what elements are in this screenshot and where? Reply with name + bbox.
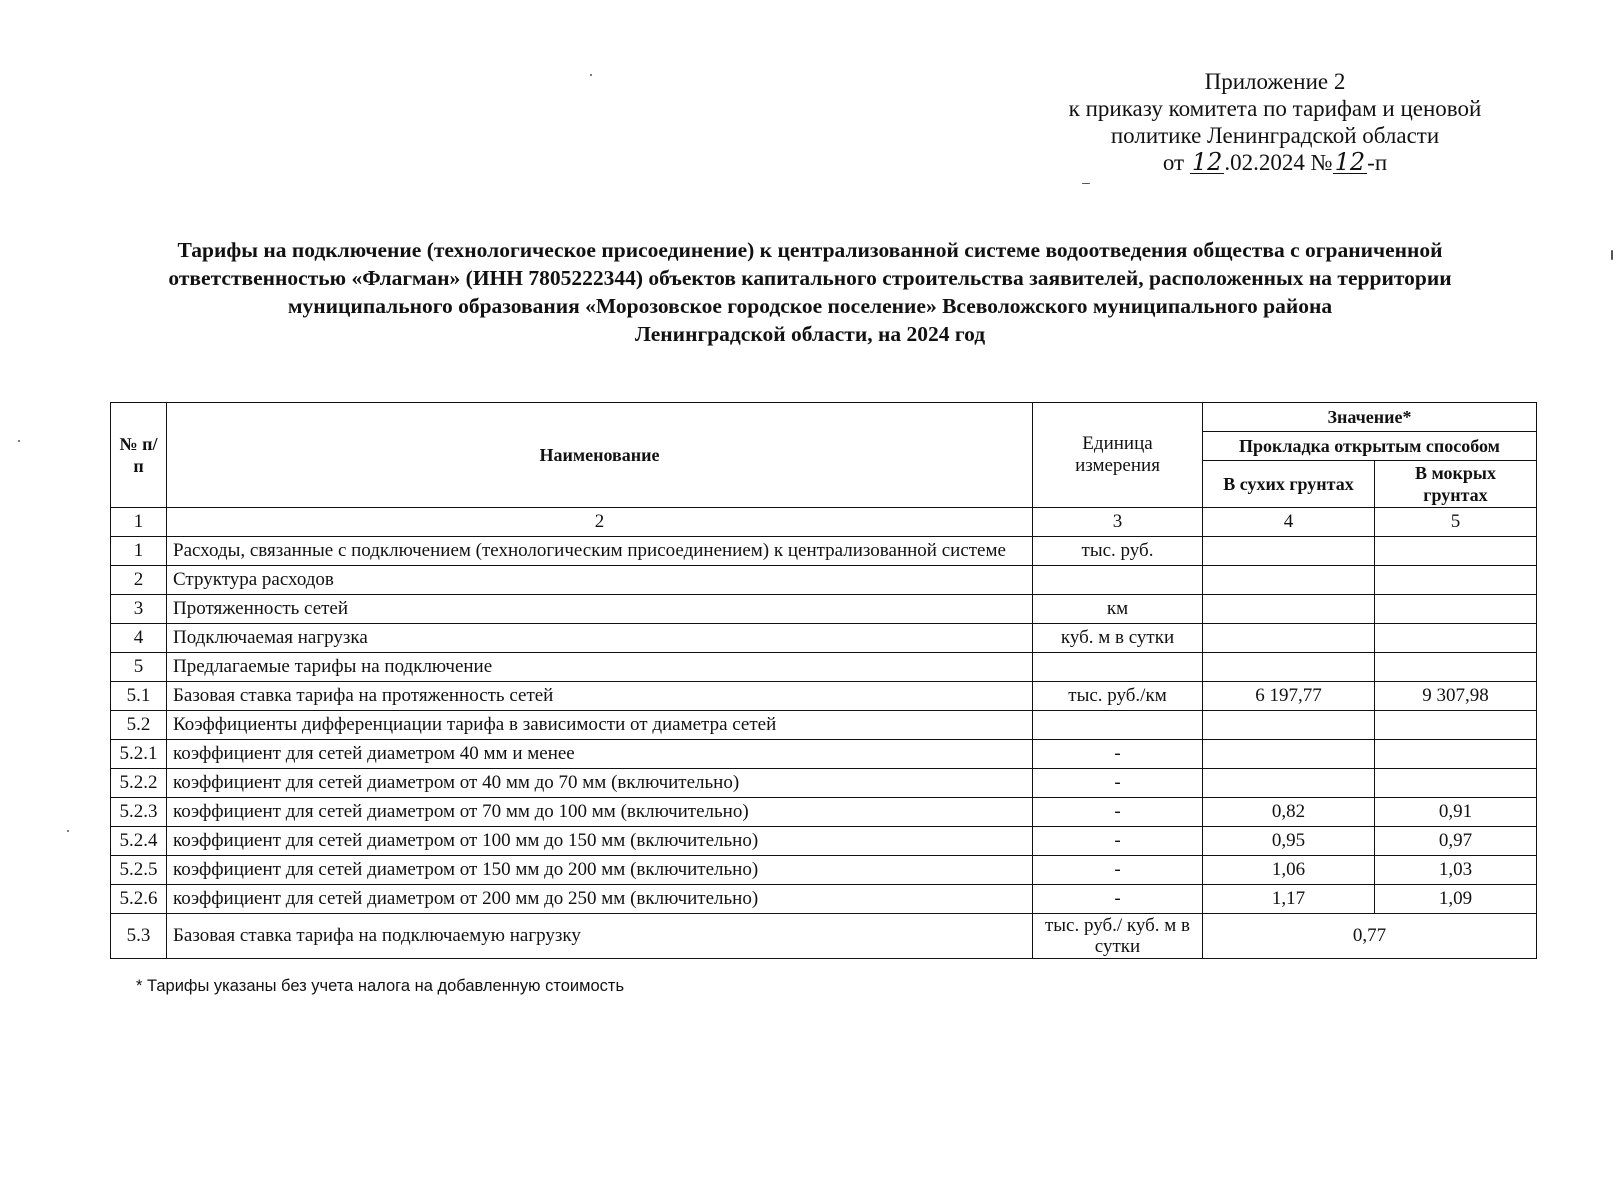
table-row (111, 827, 1537, 856)
row-dry-value: 0,82 (1203, 798, 1375, 827)
row-unit: куб. м в сутки (1033, 624, 1203, 653)
row-name: Расходы, связанные с подключением (технологическим присоединением) к централизованной системе (167, 537, 1033, 566)
col-number: 4 (1203, 508, 1375, 537)
row-num: 5.2.6 (111, 885, 167, 914)
header-name: Наименование (167, 403, 1033, 508)
appendix-order-line: к приказу комитета по тарифам и ценовой (1068, 96, 1482, 121)
row-num: 5.2.5 (111, 856, 167, 885)
row-unit: тыс. руб./км (1033, 682, 1203, 711)
table-row (111, 537, 1537, 566)
col-number: 5 (1375, 508, 1537, 537)
title-line-2: ответственностью «Флагман» (ИНН 7805222344) объектов капитального строительства заявителей, расположенных на территории (168, 266, 1452, 290)
row-name: Структура расходов (167, 566, 1033, 595)
scan-speck (1611, 250, 1613, 260)
row-unit: - (1033, 856, 1203, 885)
table-row (111, 711, 1537, 740)
row-num: 3 (111, 595, 167, 624)
row-dry-value (1203, 711, 1375, 740)
row-merged-value: 0,77 (1203, 914, 1537, 959)
handwritten-number: 12 (1334, 148, 1366, 176)
row-wet-value (1375, 624, 1537, 653)
row-dry-value: 1,17 (1203, 885, 1375, 914)
header-wet: В мокрых грунтах (1375, 461, 1537, 508)
row-unit: - (1033, 740, 1203, 769)
row-dry-value (1203, 769, 1375, 798)
document-title (100, 236, 1520, 348)
row-name: коэффициент для сетей диаметром от 70 мм до 100 мм (включительно) (167, 798, 1033, 827)
row-name: Предлагаемые тарифы на подключение (167, 653, 1033, 682)
date-prefix: от (1162, 150, 1190, 175)
header-num: № п/п (111, 403, 167, 508)
row-num: 5.1 (111, 682, 167, 711)
row-unit: тыс. руб./ куб. м в сутки (1033, 914, 1203, 959)
row-dry-value (1203, 595, 1375, 624)
row-name: коэффициент для сетей диаметром от 150 мм до 200 мм (включительно) (167, 856, 1033, 885)
row-dry-value: 1,06 (1203, 856, 1375, 885)
row-unit: - (1033, 885, 1203, 914)
row-num: 5.3 (111, 914, 167, 959)
table-row (111, 885, 1537, 914)
date-suffix: -п (1367, 150, 1388, 175)
row-dry-value: 6 197,77 (1203, 682, 1375, 711)
row-unit (1033, 566, 1203, 595)
title-line-4: Ленинградской области, на 2024 год (634, 322, 986, 346)
row-wet-value (1375, 740, 1537, 769)
appendix-date-line (1040, 149, 1510, 176)
row-wet-value (1375, 653, 1537, 682)
row-wet-value: 9 307,98 (1375, 682, 1537, 711)
row-wet-value: 1,09 (1375, 885, 1537, 914)
row-wet-value (1375, 595, 1537, 624)
row-dry-value: 0,95 (1203, 827, 1375, 856)
scan-speck (18, 440, 20, 442)
header-unit: Единица измерения (1033, 403, 1203, 508)
row-num: 5.2 (111, 711, 167, 740)
row-name: коэффициент для сетей диаметром 40 мм и менее (167, 740, 1033, 769)
row-num: 5.2.3 (111, 798, 167, 827)
table-row (111, 769, 1537, 798)
column-number-row (111, 508, 1537, 537)
row-unit: - (1033, 798, 1203, 827)
table-row (111, 653, 1537, 682)
handwritten-day: 12 (1191, 148, 1223, 176)
row-num: 2 (111, 566, 167, 595)
row-name: коэффициент для сетей диаметром от 200 мм до 250 мм (включительно) (167, 885, 1033, 914)
row-dry-value (1203, 653, 1375, 682)
row-name: Протяженность сетей (167, 595, 1033, 624)
row-unit: - (1033, 827, 1203, 856)
header-dry: В сухих грунтах (1203, 461, 1375, 508)
row-name: Подключаемая нагрузка (167, 624, 1033, 653)
row-wet-value (1375, 769, 1537, 798)
row-wet-value: 0,97 (1375, 827, 1537, 856)
appendix-committee-line: политике Ленинградской области (1110, 123, 1440, 148)
scan-speck (1082, 183, 1090, 184)
header-value: Значение* (1203, 403, 1537, 432)
scan-speck (590, 74, 592, 76)
row-unit: км (1033, 595, 1203, 624)
row-dry-value (1203, 624, 1375, 653)
footnote: * Тарифы указаны без учета налога на добавленную стоимость (136, 977, 625, 995)
table-row-last (111, 914, 1537, 959)
row-wet-value (1375, 537, 1537, 566)
table-row (111, 856, 1537, 885)
row-dry-value (1203, 537, 1375, 566)
row-num: 5.2.1 (111, 740, 167, 769)
row-dry-value (1203, 566, 1375, 595)
date-middle: .02.2024 № (1224, 150, 1333, 175)
row-unit: - (1033, 769, 1203, 798)
row-dry-value (1203, 740, 1375, 769)
col-number: 1 (111, 508, 167, 537)
row-unit: тыс. руб. (1033, 537, 1203, 566)
title-line-1: Тарифы на подключение (технологическое присоединение) к централизованной системе водоотведения общества с ограниченной (177, 238, 1443, 262)
row-name: коэффициент для сетей диаметром от 100 мм до 150 мм (включительно) (167, 827, 1033, 856)
table-row (111, 595, 1537, 624)
appendix-title: Приложение 2 (1204, 69, 1346, 94)
row-num: 5 (111, 653, 167, 682)
table-row (111, 566, 1537, 595)
row-name: Коэффициенты дифференциации тарифа в зависимости от диаметра сетей (167, 711, 1033, 740)
row-name: коэффициент для сетей диаметром от 40 мм до 70 мм (включительно) (167, 769, 1033, 798)
col-number: 2 (167, 508, 1033, 537)
row-wet-value (1375, 711, 1537, 740)
row-num: 4 (111, 624, 167, 653)
row-name: Базовая ставка тарифа на подключаемую нагрузку (167, 914, 1033, 959)
row-num: 5.2.2 (111, 769, 167, 798)
header-method: Прокладка открытым способом (1203, 432, 1537, 461)
appendix-header (1040, 68, 1510, 176)
col-number: 3 (1033, 508, 1203, 537)
row-unit (1033, 653, 1203, 682)
row-wet-value (1375, 566, 1537, 595)
title-line-3: муниципального образования «Морозовское городское поселение» Всеволожского муниципального района (287, 294, 1333, 318)
row-num: 5.2.4 (111, 827, 167, 856)
scan-speck (67, 830, 69, 832)
row-wet-value: 1,03 (1375, 856, 1537, 885)
table-row (111, 740, 1537, 769)
table-row (111, 624, 1537, 653)
table-row (111, 798, 1537, 827)
table-row (111, 682, 1537, 711)
row-num: 1 (111, 537, 167, 566)
row-unit (1033, 711, 1203, 740)
tariff-table (110, 402, 1537, 959)
row-name: Базовая ставка тарифа на протяженность сетей (167, 682, 1033, 711)
row-wet-value: 0,91 (1375, 798, 1537, 827)
